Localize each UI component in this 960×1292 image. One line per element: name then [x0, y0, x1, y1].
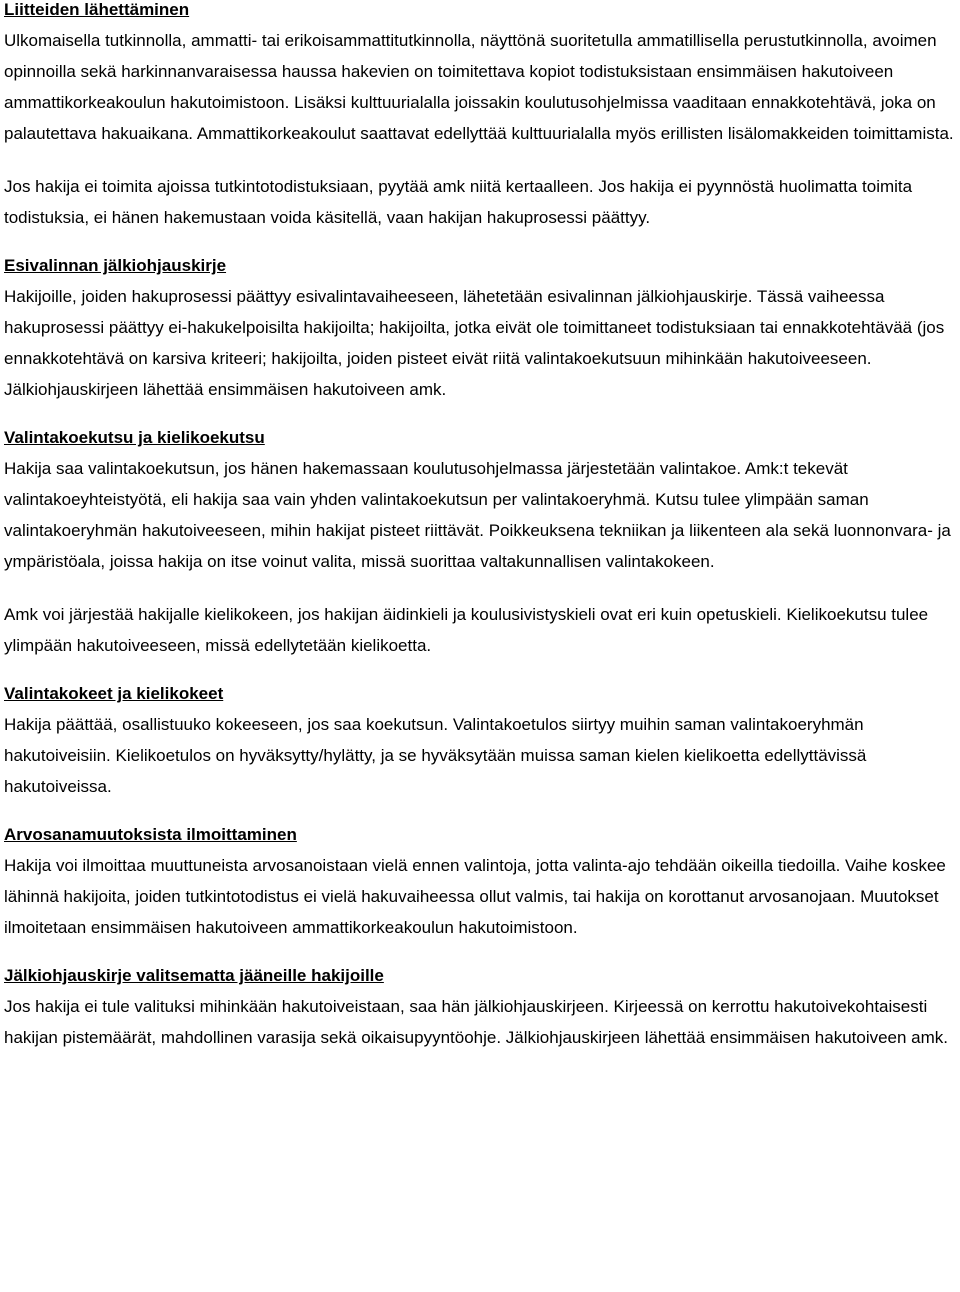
section-title: Jälkiohjauskirje valitsematta jääneille hakijoille — [4, 966, 384, 985]
paragraph: Jos hakija ei toimita ajoissa tutkintotodistuksiaan, pyytää amk niitä kertaalleen. Jos hakija ei pyynnöstä huolimatta toimita todistuksia, ei hänen hakemustaan voida käsitellä, vaan hakijan hakuprosessi päättyy. — [4, 177, 913, 227]
section-title: Valintakoekutsu ja kielikoekutsu — [4, 428, 265, 447]
section-title: Valintakokeet ja kielikokeet — [4, 684, 224, 703]
section-unselected-letter — [4, 966, 956, 1053]
paragraph: Hakija voi ilmoittaa muuttuneista arvosanoistaan vielä ennen valintoja, jotta valinta-ajo tehdään oikeilla tiedoilla. Vaihe koskee lähinnä hakijoita, joiden tutkintotodistus ei vielä hakuvaiheessa ollut valmis, tai hakija on korottanut arvosanojaan. Muutokset ilmoitetaan ensimmäisen hakutoiveen ammattikorkeakoulun hakutoimistoon. — [4, 856, 946, 937]
paragraph: Amk voi järjestää hakijalle kielikokeen, jos hakijan äidinkieli ja koulusivistyskieli ovat eri kuin opetuskieli. Kielikoekutsu tulee ylimpään hakutoiveeseen, missä edellytetään kielikoetta. — [4, 605, 929, 655]
section-title: Esivalinnan jälkiohjauskirje — [4, 256, 227, 275]
paragraph: Hakijoille, joiden hakuprosessi päättyy esivalintavaiheeseen, lähetetään esivalinnan jälkiohjauskirje. Tässä vaiheessa hakuprosessi päättyy ei-hakukelpoisilta hakijoilta; hakijoilta, jotka eivät ole toimittaneet todistuksiaan tai ennakkotehtävää (jos ennakkotehtävä on karsiva kriteeri; hakijoilta, joiden pisteet eivät riitä valintakoekutsuun mihinkään hakutoiveeseen. Jälkiohjauskirjeen lähettää ensimmäisen hakutoiveen amk. — [4, 287, 945, 399]
section-preselection-letter — [4, 256, 956, 405]
paragraph: Hakija saa valintakoekutsun, jos hänen hakemassaan koulutusohjelmassa järjestetään valintakoe. Amk:t tekevät valintakoeyhteistyötä, eli hakija saa vain yhden valintakoekutsun per valintakoeryhmä. Kutsu tulee ylimpään saman valintakoeryhmän hakutoiveeseen, mihin hakijat pisteet riittävät. Poikkeuksena tekniikan ja liikenteen ala sekä luonnonvara- ja ympäristöala, joissa hakija on itse voinut valita, missä suorittaa valtakunnallisen valintakokeen. — [4, 459, 951, 571]
section-attachments — [4, 0, 956, 233]
section-grade-changes — [4, 825, 956, 943]
section-exam-invitation — [4, 428, 956, 661]
section-exams — [4, 684, 956, 802]
paragraph: Ulkomaisella tutkinnolla, ammatti- tai erikoisammattitutkinnolla, näyttönä suoritetulla ammatillisella perustutkinnolla, avoimen opinnoilla sekä harkinnanvaraisessa haussa hakevien on toimitettava kopiot todistuksistaan ensimmäisen hakutoiveen ammattikorkeakoulun hakutoimistoon. Lisäksi kulttuurialalla joissakin koulutusohjelmissa vaaditaan ennakkotehtävä, joka on palautettava hakuaikana. Ammattikorkeakoulut saattavat edellyttää kulttuurialalla myös erillisten lisälomakkeiden toimittamista. — [4, 31, 954, 143]
section-title: Liitteiden lähettäminen — [4, 0, 190, 19]
paragraph: Hakija päättää, osallistuuko kokeeseen, jos saa koekutsun. Valintakoetulos siirtyy muihin saman valintakoeryhmän hakutoiveisiin. Kielikoetulos on hyväksytty/hylätty, ja se hyväksytään muissa saman kielen kielikoetta edellyttävissä hakutoiveissa. — [4, 715, 867, 796]
section-title: Arvosanamuutoksista ilmoittaminen — [4, 825, 297, 844]
paragraph: Jos hakija ei tule valituksi mihinkään hakutoiveistaan, saa hän jälkiohjauskirjeen. Kirjeessä on kerrottu hakutoivekohtaisesti hakijan pistemäärät, mahdollinen varasija sekä oikaisupyyntöohje. Jälkiohjauskirjeen lähettää ensimmäisen hakutoiveen amk. — [4, 997, 949, 1047]
